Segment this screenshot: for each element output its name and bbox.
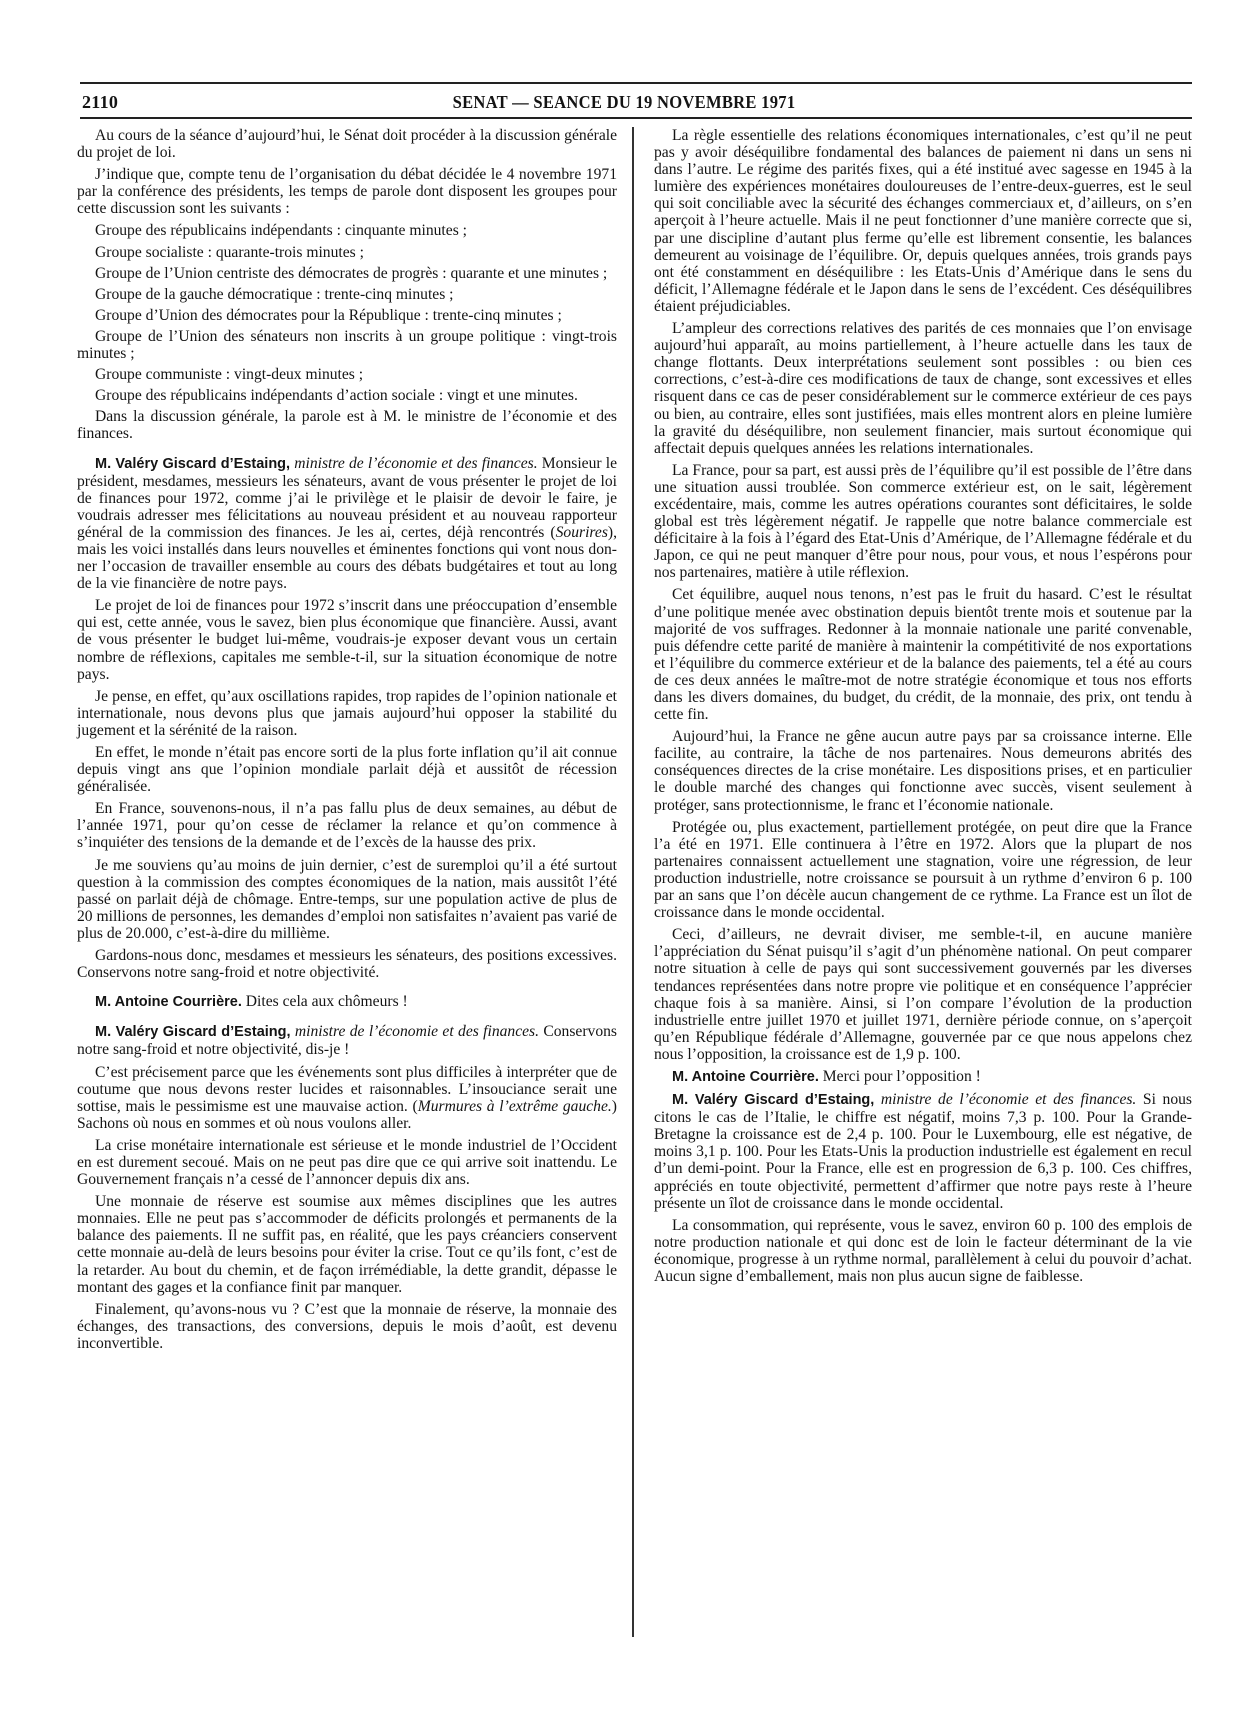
page-header-title: SENAT — SEANCE DU 19 NOVEMBRE 1971 [452,92,796,112]
paragraph-text: En France, souvenons-nous, il n’a pas fallu plus de deux semaines, au début de l’année 1971, pour qu’on cesse de réclamer la relance et qu’on commence à s’inquiéter des tensions de la demande et de l’excès de la hausse des prix. [77,800,617,852]
header-rule-top [80,82,1192,84]
paragraph-text: J’indique que, compte tenu de l’organisation du débat décidée le 4 novembre 1971 par la conférence des présidents, les temps de parole dont disposent les groupes pour cette discussion sont les suivants : [77,166,617,218]
paragraph-text: Groupe des républicains indépendants d’action sociale : vingt et une minutes. [95,387,578,405]
paragraph-text: Dites cela aux chômeurs ! [241,993,408,1011]
paragraph-text: Je me souviens qu’au moins de juin dernier, c’est de suremploi qu’il a été surtout question à la commission des comptes économiques de la nation, mais aussitôt l’été passé on parlait déjà de chômage. Entre-temps, sur une population active de plus de 20 millions de personnes, les demandes d’emploi non satisfaites n’avaient pas varié de plus de 20.000, c’est-à-dire du millième. [77,856,618,942]
speaking-time-item [77,244,617,261]
paragraph [77,408,617,442]
paragraph-text: Le projet de loi de finances pour 1972 s’inscrit dans une préoccupation d’ensemble qui est, cette année, vous le savez, bien plus économique que financière. Aussi, avant de vous présenter le budget lui-même, voudrais-je exposer devant vous un certain nombre de réflexions, capitales me semble-t-il, sur la situation économique de notre pays. [77,597,617,683]
paragraph-text: La consommation, qui représente, vous le savez, environ 60 p. 100 des emplois de notre production nationale et qui donc est de loin le facteur déterminant de la vie économique, progresse à un rythme normal, parallèlement à celui du pouvoir d’achat. Aucun signe d’emballement, mais non plus aucun signe de faiblesse. [654,1216,1192,1285]
paragraph-text: Finalement, qu’avons-nous vu ? C’est que la monnaie de réserve, la monnaie des échanges, des transactions, des conversions, depuis le mois d’août, est devenu inconvertible. [77,1300,617,1352]
paragraph [77,597,617,682]
speaking-time-item [77,307,617,324]
speaker-name: M. Antoine Courrière. [672,1068,819,1085]
page-number: 2110 [82,92,119,112]
speaking-time-item [77,265,617,282]
paragraph [77,1064,617,1132]
paragraph [77,947,617,981]
paragraph [654,926,1192,1063]
paragraph [77,1023,617,1058]
paragraph-text: En effet, le monde n’était pas encore sorti de la plus forte inflation qu’il ait connue depuis vingt ans que l’opinion mondiale parlait déjà et aussitôt de récession généralisée. [77,744,617,796]
speaker-name: M. Valéry Giscard d’Estaing, [95,455,291,472]
speaking-time-item [77,328,617,362]
right-column [654,127,1192,1290]
paragraph [77,857,617,942]
paragraph [77,800,617,851]
paragraph [77,1137,617,1188]
left-column [77,127,617,1357]
paragraph-text: Groupe communiste : vingt-deux minutes ; [95,366,364,384]
paragraph-text: La règle essentielle des relations économiques internationales, c’est qu’il ne peut pas y avoir déséquilibre fondamental des balances de paiement ni dans un sens ni dans l’autre. Le régime des parités fixes, qui a été institué avec sagesse en 1945 à la lumière des expériences monétaires douloureuses de l’entre-deux-guerres, est le seul qui soit conciliable avec la sécurité des échanges commerciaux et, d’ailleurs, on s’en aperçoit à l’heure actuelle. Mais il ne peut fonctionner d’une manière correcte que si, par une discipline d’autant plus ferme qu’elle est librement consentie, les balances demeurent au voisinage de l’équilibre. Or, depuis quelques années, trois grands pays ont été constamment en déséquilibre : les Etats-Unis d’Amérique dans le sens du déficit, l’Allemagne fédérale et le Japon dans le sens de l’excédent. Ces déséquilibres étaient préjudiciables. [654,127,1192,315]
header-rule-bottom [80,117,1192,119]
paragraph-text: Merci pour l’opposition ! [818,1067,981,1085]
paragraph [654,586,1192,723]
paragraph-text: Groupe socialiste : quarante-trois minutes ; [95,243,364,261]
paragraph [77,166,617,217]
paragraph-text: Dans la discussion générale, la parole est à M. le ministre de l’économie et des finances. [77,408,617,443]
paragraph-text: Gardons-nous donc, mesdames et messieurs les sénateurs, des positions excessives. Conservons notre sang-froid et notre objectivité. [77,947,617,982]
speaking-time-item [77,387,617,404]
italic-text: ministre de l’économie et des finances. [290,454,538,472]
italic-text: ministre de l’économie et des finances. [290,1023,540,1041]
paragraph [77,1301,617,1352]
paragraph [654,1217,1192,1285]
paragraph-text: Je pense, en effet, qu’aux oscillations rapides, trop rapides de l’opinion nationale et internationale, nous devons plus que jamais aujourd’hui opposer la stabilité du jugement et la sérénité de la raison. [77,687,617,739]
paragraph-text: ), mais les voici installés dans leurs nouvelles et éminentes fonctions qui vont nous donner l’occasion de travailler ensemble au cours des débats budgétaires et tout au long de la vie financière de notre pays. [77,523,617,593]
paragraph-text: Si nous citons le cas de l’Italie, le chiffre est négatif, moins 7,3 p. 100. Pour la Grande-Bretagne la croissance est de 2,4 p. 100. Pour le Luxembourg, elle est négative, de moins 3,1 p. 100. Pour les Etats-Unis la production industrielle est également en recul d’un demi-point. Pour la France, elle est en progression de 6,3 p. 100. Ces chiffres, appréciés en toute objectivité, permettent d’affirmer que notre pays reste à l’heure présente un îlot de croissance dans le monde occidental. [654,1091,1192,1212]
paragraph [77,993,617,1011]
paragraph-text: C’est précisement parce que les événements sont plus difficiles à interpréter que de coutume que nous devons rester lucides et raisonnables. L’insouciance serait une sottise, mais le pessimisme est une mauvaise action. ( [77,1063,617,1115]
paragraph-text: La crise monétaire internationale est sérieuse et le monde industriel de l’Occident en est durement secoué. Mais on ne peut pas dire que ce qui arrive soit inattendu. Le Gouvernement français n’a cessé de l’annoncer depuis dix ans. [77,1136,617,1189]
paragraph [77,744,617,795]
paragraph-text: Groupe de l’Union centriste des démocrates de progrès : quarante et une minutes ; [95,264,608,282]
paragraph-text: Conservons notre sang-froid et notre objectivité, dis-je ! [77,1023,617,1059]
paragraph [654,1091,1192,1212]
paragraph [77,688,617,739]
paragraph-text: La France, pour sa part, est aussi près de l’équilibre qu’il est possible de l’être dans une situation aussi troublée. Son commerce extérieur est, on le sait, légèrement excédentaire, mais, comme les autres opérations courantes sont déficitaires, le solde global est très légèrement négatif. Je rappelle que notre balance commerciale est déficitaire à la fois à l’égard des Etat-Unis d’Amérique, de l’Allemagne fédérale et du Japon, ce qui ne peut manquer d’être pour nous, pour vous, et nous l’espérons pour nos partenaires, matière à utile réflexion. [654,461,1192,582]
italic-text: Sourires [555,523,608,541]
paragraph-text: Au cours de la séance d’aujourd’hui, le Sénat doit procéder à la discussion générale du projet de loi. [77,127,617,162]
paragraph [654,1068,1192,1086]
italic-text: ministre de l’économie et des finances. [874,1091,1137,1109]
paragraph-text: L’ampleur des corrections relatives des parités de ces monnaies que l’on envisage aujourd’hui apparaît, au moins partiellement, à l’heure actuelle dans les taux de change flottants. Deux interprétations seulement sont possibles : ou bien ces corrections, c’est-à-dire ces modifications de taux de change, sont excessives et elles risquent dans ce cas de peser considérablement sur le commerce extérieur de ces pays ou bien, au contraire, elles sont justifiées, mais elles montrent alors en pleine lumière la gravité du déséquilibre, non seulement financier, mais surtout économique qui affectait depuis quelques années les relations internationales. [654,320,1192,457]
paragraph [654,127,1192,315]
paragraph [654,819,1192,922]
paragraph-text: ) Sachons où nous en sommes et où nous voulons aller. [77,1097,617,1132]
paragraph-text: Protégée ou, plus exactement, partiellement protégée, on peut dire que la France l’a été en 1971. Elle continuera à l’être en 1972. Alors que la plupart de nos partenaires connaissent actuellement une stagnation, voire une régression, de leur production industrielle, notre croissance se poursuit à un rythme d’environ 6 p. 100 par an sans que l’on décèle aucun changement de ce rythme. La France est un îlot de croissance dans le monde occidental. [654,818,1192,922]
speaking-time-item [77,286,617,303]
paragraph-text: Aujourd’hui, la France ne gêne aucun autre pays par sa croissance interne. Elle facilite, au contraire, la tâche de nos partenaires. Nous demeurons abrités des conséquences directes de la crise monétaire. Les dispositions prises, et en particulier le double marché des changes qui fonctionne avec succès, visent seulement à protéger, sans protectionnisme, le franc et l’économie nationale. [654,728,1192,814]
paragraph [654,728,1192,813]
speaking-time-item [77,366,617,383]
paragraph-text: Monsieur le président, mesdames, messieurs les sénateurs, avant de vous présenter le projet de loi de finances pour 1972, comme j’ai le privilège et le plaisir de devoir le faire, je voudrais adresser mes félicitations au nouveau président et au nouveau rapporteur général de la commission des finances. Je les ai, certes, déjà rencontrés ( [77,454,617,541]
paragraph-text: Cet équilibre, auquel nous tenons, n’est pas le fruit du hasard. C’est le résultat d’une politique menée avec obstination depuis bientôt trente mois et soutenue par la majorité de vos suffrages. Redonner à la monnaie nationale une parité convenable, puis défendre cette parité de manière à maintenir la compétitivité de nos exportations et l’équilibre du commerce extérieur et de la balance des paiements, tel a été au cours de ces deux années le maître-mot de notre stratégie économique et tous nos efforts dans les divers domaines, du budget, du crédit, de la monnaie, des prix, ont tendu à cette fin. [654,586,1192,724]
speaker-name: M. Valéry Giscard d’Estaing, [95,1024,291,1041]
paragraph-text: Une monnaie de réserve est soumise aux mêmes disciplines que les autres monnaies. Elle ne peut pas s’accommoder de déficits prolongés et permanents de la balance des paiements. Il ne suffit pas, en réalité, que les pays créanciers conservent cette monnaie au-delà de leurs besoins pour éviter la crise. Tout ce qu’ils font, c’est de la retarder. Au bout du chemin, et de façon irrémédiable, la dette grandit, dépasse le montant des gages et la confiance finit par manquer. [77,1193,617,1296]
paragraph-text: Ceci, d’ailleurs, ne devrait diviser, me semble-t-il, en aucune manière l’appréciation du Sénat puisqu’il s’agit d’un phénomène national. On peut comparer notre situation à celle de pays qui sont successivement gouvernés par les diverses tendances représentées dans notre propre vie politique et en conséquence l’apprécier chaque fois à sa manière. Ainsi, si l’on compare l’évolution de la production industrielle entre juillet 1970 et juillet 1971, dernière période connue, on s’aperçoit qu’en République fédérale d’Allemagne, gouvernée par ce que nous appelons chez nous l’opposition, la croissance est de 1,9 p. 100. [654,926,1192,1063]
speaking-time-item [77,222,617,239]
paragraph-text: Groupe de l’Union des sénateurs non inscrits à un groupe politique : vingt-trois minutes ; [77,327,617,363]
column-divider [632,127,634,1637]
paragraph [77,127,617,161]
paragraph-text: Groupe d’Union des démocrates pour la République : trente-cinq minutes ; [95,306,562,324]
italic-text: Murmures à l’extrême gauche. [417,1097,612,1115]
paragraph-text: Groupe de la gauche démocratique : trente-cinq minutes ; [95,285,454,303]
paragraph-text: Groupe des républicains indépendants : cinquante minutes ; [95,222,467,240]
paragraph [654,462,1192,582]
speaker-name: M. Valéry Giscard d’Estaing, [672,1092,875,1109]
paragraph [77,1193,617,1296]
paragraph [77,455,617,593]
speaker-name: M. Antoine Courrière. [95,994,242,1011]
paragraph [654,320,1192,457]
